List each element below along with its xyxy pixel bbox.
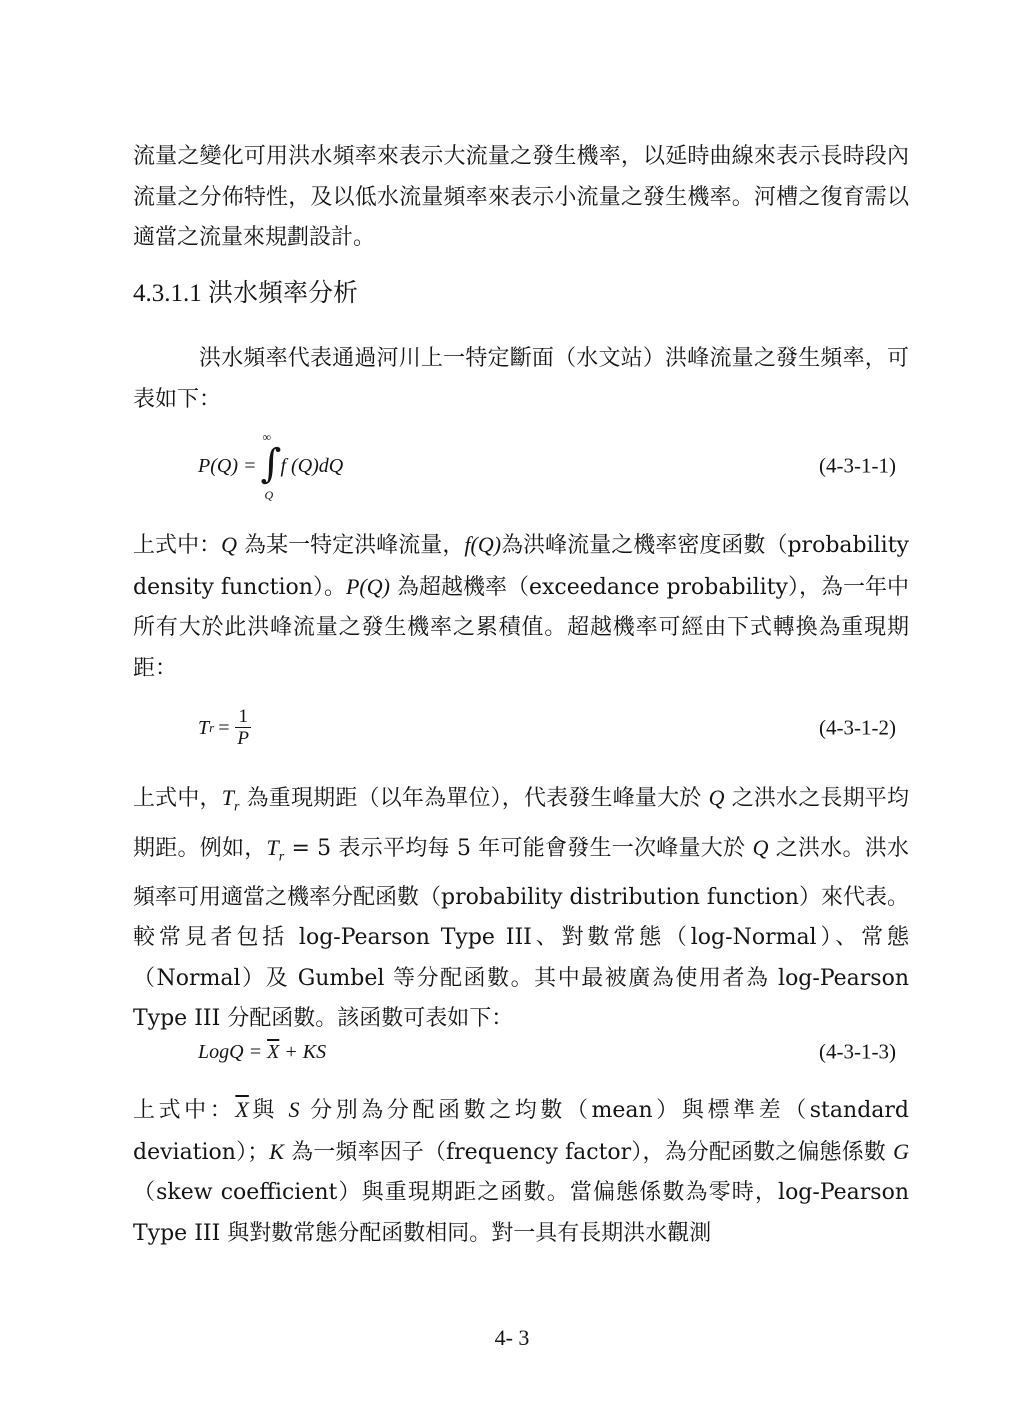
intro-paragraph: 流量之變化可用洪水頻率來表示大流量之發生機率，以延時曲線來表示長時段內流量之分佈特性，及以低水流量頻率來表示小流量之發生機率。河槽之復育需以適當之流量來規劃設計。 <box>133 144 909 250</box>
eq3-xbar: $\overline{X}$ <box>267 1040 280 1063</box>
eq1-lhs: P(Q) = <box>198 454 257 477</box>
integral-expression <box>198 430 344 502</box>
text-run: 為一頻率因子（frequency factor），為分配函數之偏態係數 <box>283 1139 894 1165</box>
variable-pq: P(Q) <box>345 573 390 599</box>
page-number: 4- 3 <box>494 1325 530 1350</box>
variable-q: Q <box>708 785 725 810</box>
variable-t: T <box>266 834 279 860</box>
eq3-rest: + KS <box>284 1040 327 1063</box>
text-run: 為超越機率（exceedance probability），為一年中所有大於此洪峰流量之發生機率之累積值。超越機率可經由下式轉換為重現期距： <box>133 574 909 681</box>
text-run: 上式中， <box>133 786 222 811</box>
integral-lower-limit: Q <box>264 488 274 502</box>
variable-s: S <box>288 1097 300 1122</box>
equation-4-3-1-3 <box>198 1022 896 1082</box>
text-run: 之洪水。洪水頻率可用適當之機率分配函數（probability distribution function）來代表。較常見者包括 log-Pearson Type III、對數常態（log-Normal）、常態（Normal）及 Gumbel 等分配函數。其中最被廣為使用者為 log-Pearson Type III 分配函數。該函數可表如下： <box>133 835 909 1032</box>
variable-r-subscript: r <box>233 799 240 815</box>
variable-fq: f(Q) <box>464 532 502 557</box>
eq2-lhs-var: T <box>198 716 210 739</box>
fraction-numerator: 1 <box>235 707 251 728</box>
variable-t: T <box>221 785 234 810</box>
integral-symbol <box>260 430 282 502</box>
text-run: 為某一特定洪峰流量， <box>237 533 465 558</box>
variable-g: G <box>893 1138 909 1164</box>
section-heading <box>133 276 358 312</box>
text-run: = 5 表示平均每 5 年可能會發生一次峰量大於 <box>284 835 753 861</box>
equation-4-3-1-2 <box>198 698 896 758</box>
eq2-lhs-sub: r <box>209 720 215 735</box>
variable-k: K <box>269 1138 284 1164</box>
parameter-paragraph <box>133 1090 909 1254</box>
variable-xbar: $\overline{X}$ <box>235 1097 249 1122</box>
text-run: 上式中： <box>133 1098 236 1123</box>
equation-4-3-1-1 <box>198 430 896 502</box>
eq2-equals: = <box>218 716 230 739</box>
integral-upper-limit: ∞ <box>262 430 272 444</box>
fraction <box>235 707 251 750</box>
return-period-paragraph <box>133 778 909 1040</box>
definition-paragraph <box>133 525 909 689</box>
variable-q: Q <box>221 532 238 557</box>
section-lead-paragraph: 洪水頻率代表通過河川上一特定斷面（水文站）洪峰流量之發生頻率，可表如下： <box>133 346 909 412</box>
section-title: 洪水頻率分析 <box>208 280 359 307</box>
eq3-lhs: LogQ = <box>198 1040 263 1063</box>
text-run: 上式中： <box>133 533 222 558</box>
variable-q: Q <box>752 834 769 860</box>
section-number: 4.3.1.1 <box>133 280 202 307</box>
equation-number-1: (4-3-1-1) <box>819 453 896 478</box>
equation-number-2: (4-3-1-2) <box>819 715 896 740</box>
fraction-denominator: P <box>237 727 250 749</box>
variable-r-subscript: r <box>278 849 285 865</box>
eq1-integrand: f (Q)dQ <box>280 454 344 477</box>
equation-number-3: (4-3-1-3) <box>819 1039 896 1064</box>
text-run: 分別為分配函數之均數（mean）與標準差（standard deviation）； <box>133 1098 909 1165</box>
text-run: 為洪峰流量之機率密度函數（probability density function）。 <box>133 533 909 600</box>
log-pearson-expression <box>198 1022 326 1082</box>
text-run: （skew coefficient）與重現期距之函數。當偏態係數為零時，log-Pearson Type III 與對數常態分配函數相同。對一具有長期洪水觀測 <box>133 1180 909 1246</box>
text-run: 之洪水之長期平均期距。例如， <box>133 786 909 861</box>
text-run: 與 <box>248 1098 289 1123</box>
integral-sign: ∫ <box>260 441 282 487</box>
text-run: 為重現期距（以年為單位），代表發生峰量大於 <box>239 786 709 811</box>
return-period-expression <box>198 698 251 758</box>
